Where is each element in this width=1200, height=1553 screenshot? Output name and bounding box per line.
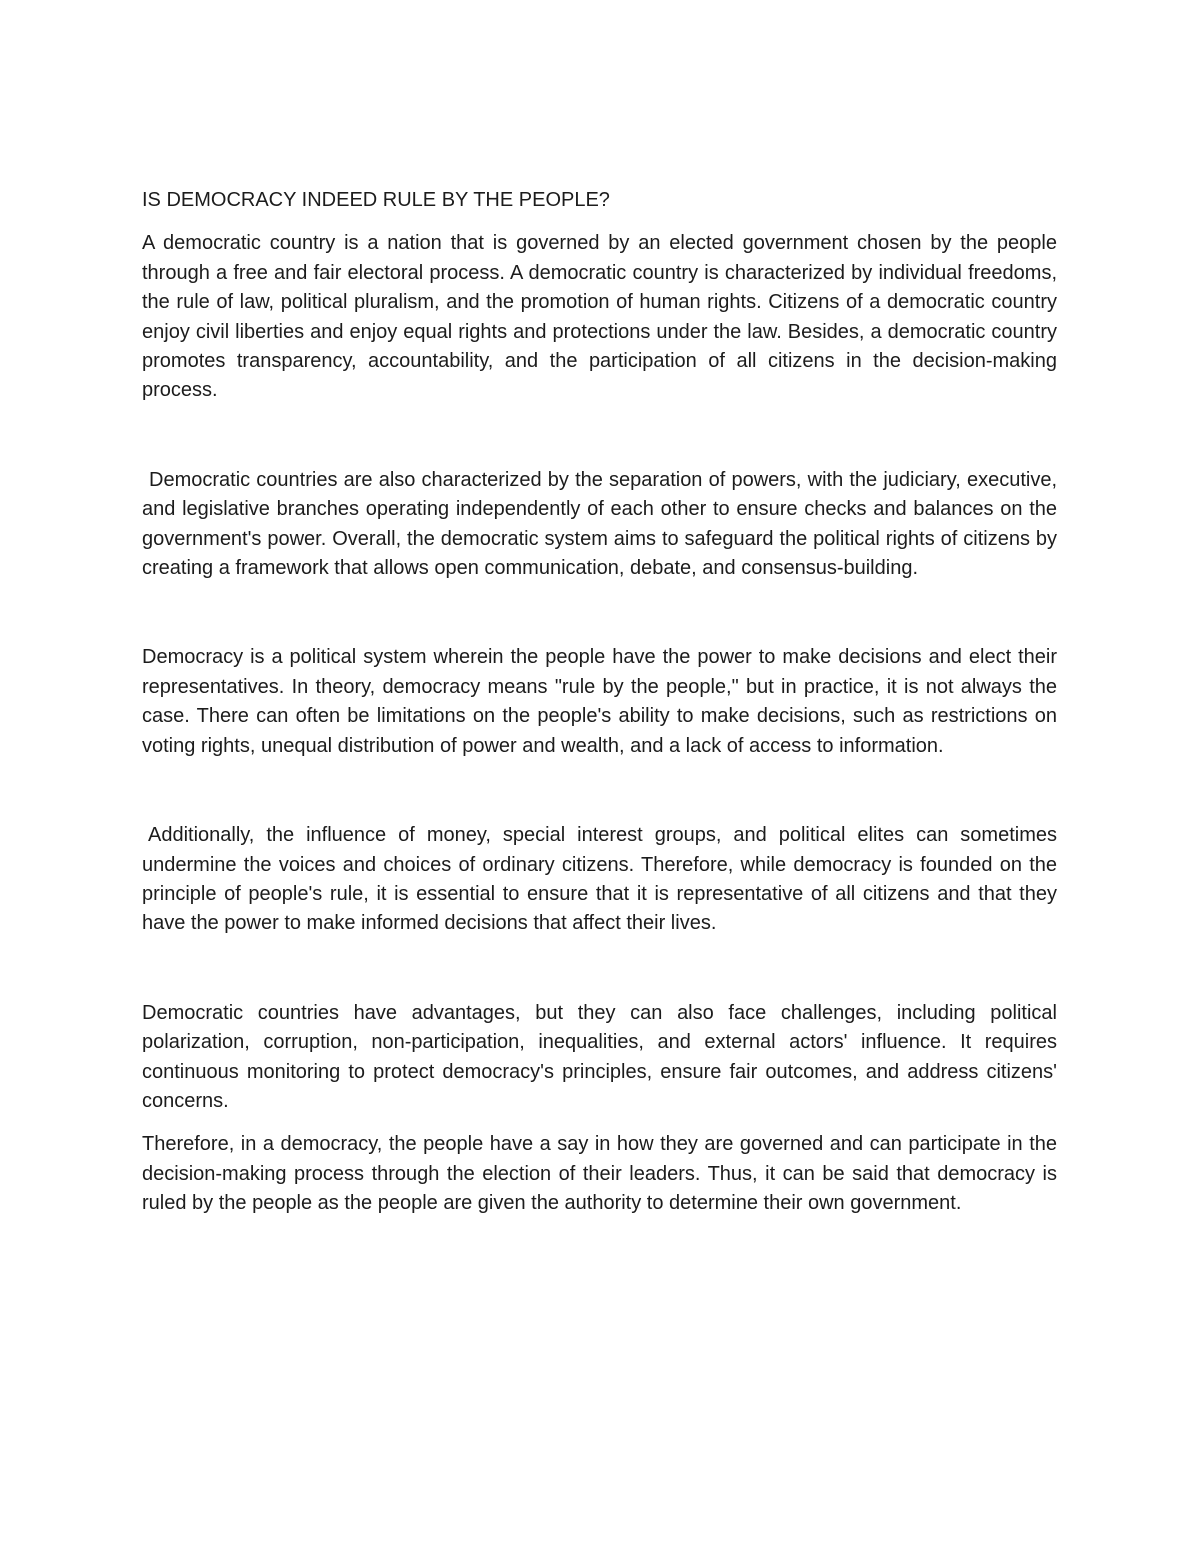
document-title: IS DEMOCRACY INDEED RULE BY THE PEOPLE? xyxy=(142,189,610,211)
paragraph-6: Therefore, in a democracy, the people have a say in how they are governed and can participate in the decision-making process through the election of their leaders. Thus, it can be said that democracy is ruled by the people as the people are given the authority to determine their own government. xyxy=(142,1133,1057,1215)
document-body xyxy=(142,186,1057,1219)
paragraph-3: Democracy is a political system wherein the people have the power to make decisions and elect their representatives. In theory, democracy means "rule by the people," but in practice, it is not always the case. There can often be limitations on the people's ability to make decisions, such as restrictions on voting rights, unequal distribution of power and wealth, and a lack of access to information. xyxy=(142,646,1057,757)
paragraph-1: A democratic country is a nation that is governed by an elected government chosen by the people through a free and fair electoral process. A democratic country is characterized by individual freedoms, the rule of law, political pluralism, and the promotion of human rights. Citizens of a democratic country enjoy civil liberties and enjoy equal rights and protections under the law. Besides, a democratic country promotes transparency, accountability, and the participation of all citizens in the decision-making process. xyxy=(142,232,1057,402)
paragraph-2: Democratic countries are also characterized by the separation of powers, with the judiciary, executive, and legislative branches operating independently of each other to ensure checks and balances on the government's power. Overall, the democratic system aims to safeguard the political rights of citizens by creating a framework that allows open communication, debate, and consensus-building. xyxy=(142,468,1057,580)
paragraph-4: Additionally, the influence of money, special interest groups, and political elites can sometimes undermine the voices and choices of ordinary citizens. Therefore, while democracy is founded on the principle of people's rule, it is essential to ensure that it is representative of all citizens and that they have the power to make informed decisions that affect their lives. xyxy=(142,824,1057,935)
paragraph-5: Democratic countries have advantages, but they can also face challenges, including political polarization, corruption, non-participation, inequalities, and external actors' influence. It requires continuous monitoring to protect democracy's principles, ensure fair outcomes, and address citizens' concerns. xyxy=(142,1001,1057,1112)
